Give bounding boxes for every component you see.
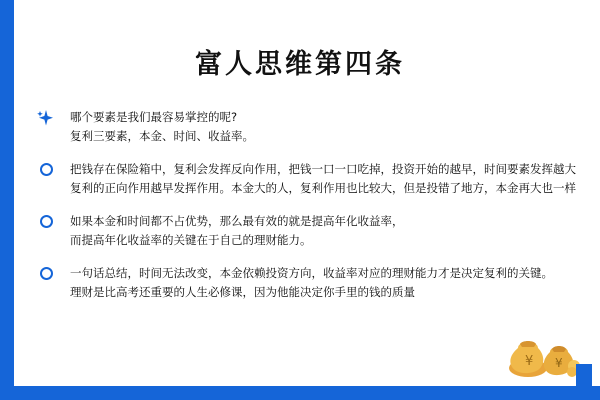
ring-bullet-icon — [40, 163, 53, 176]
bottom-accent-bar — [0, 386, 600, 400]
list-item-line: 复利三要素，本金、时间、收益率。 — [70, 129, 254, 143]
list-item-line: 把钱存在保险箱中，复利会发挥反向作用，把钱一口一口吃掉，投资开始的越早，时间要素发挥越大 — [70, 162, 576, 176]
list-item — [34, 264, 594, 302]
list-item-line: 哪个要素是我们最容易掌控的呢? — [70, 110, 238, 124]
svg-text:¥: ¥ — [555, 356, 563, 370]
ring-bullet-icon — [40, 267, 53, 280]
money-bag-icon — [508, 322, 582, 378]
list-item — [34, 160, 594, 198]
list-item-line: 复利的正向作用越早发挥作用。本金大的人，复利作用也比较大，但是投错了地方，本金再大也一样 — [70, 181, 576, 195]
list-item-line: 而提高年化收益率的关键在于自己的理财能力。 — [70, 233, 312, 247]
list-item-line: 一句话总结，时间无法改变，本金依赖投资方向，收益率对应的理财能力才是决定复利的关键。 — [70, 266, 553, 280]
svg-text:¥: ¥ — [525, 354, 534, 369]
content-list — [34, 108, 594, 316]
list-item-line: 如果本金和时间都不占优势，那么最有效的就是提高年化收益率， — [70, 214, 404, 228]
list-item — [34, 212, 594, 250]
ring-bullet-icon — [40, 215, 53, 228]
list-item-line: 理财是比高考还重要的人生必修课，因为他能决定你手里的钱的质量 — [70, 285, 415, 299]
corner-accent-block — [576, 364, 592, 386]
list-item — [34, 108, 594, 146]
sparkle-icon — [36, 108, 56, 128]
page-title: 富人思维第四条 — [195, 49, 405, 80]
